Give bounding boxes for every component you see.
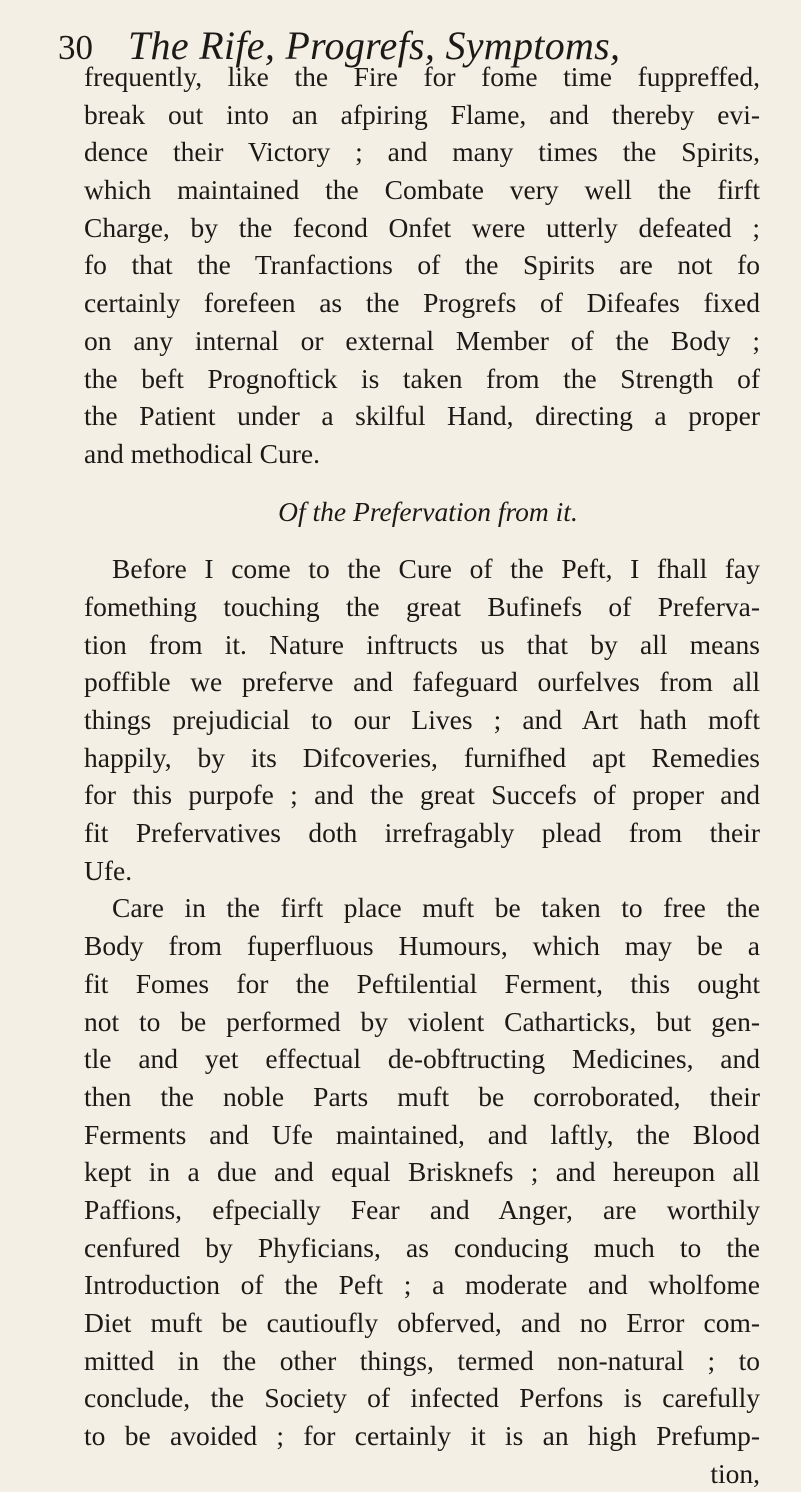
text-line: then the noble Parts muft be corroborated, their — [84, 1080, 760, 1112]
text-line: Introduction of the Peft ; a moderate and wholfome — [84, 1269, 760, 1301]
spacer — [84, 473, 760, 493]
running-head: The Rife, Progrefs, Symptoms, — [128, 23, 621, 68]
text-line: which maintained the Combate very well the firft — [84, 174, 760, 206]
text-line: Ufe. — [84, 854, 133, 886]
text-line: tle and yet effectual de-obftructing Medicines, and — [84, 1043, 760, 1075]
text-line: Charge, by the fecond Onfet were utterly defeated ; — [84, 211, 760, 243]
text-line: fomething touching the great Bufinefs of Preferva- — [84, 590, 760, 622]
text-line: kept in a due and equal Brisknefs ; and hereupon all — [84, 1156, 760, 1188]
text-line: Care in the firft place muft be taken to free the — [112, 892, 760, 924]
text-line: poffible we preferve and fafeguard ourfelves from all — [84, 666, 760, 698]
text-line: fo that the Tranfactions of the Spirits are not fo — [84, 249, 760, 281]
paragraph-1 — [84, 58, 760, 473]
text-line: certainly forefeen as the Progrefs of Difeafes fixed — [84, 287, 760, 319]
text-line: for this purpofe ; and the great Succefs of proper and — [84, 779, 760, 811]
text-line: cenfured by Phyficians, as conducing much to the — [84, 1231, 760, 1263]
text-line: Paffions, efpecially Fear and Anger, are worthily — [84, 1193, 760, 1225]
text-line: not to be performed by violent Catharticks, but gen- — [84, 1005, 760, 1037]
text-line: tion from it. Nature inftructs us that by all means — [84, 628, 760, 660]
spacer — [84, 530, 760, 550]
text-line: Diet muft be cautioufly obferved, and no Error com- — [84, 1307, 760, 1338]
paragraph-3 — [84, 889, 760, 1492]
text-line: conclude, the Society of infected Perfons is carefully — [84, 1382, 760, 1414]
text-line: fit Prefervatives doth irrefragably plead from their — [84, 817, 760, 849]
catchword: tion, — [710, 1457, 760, 1489]
text-line: Before I come to the Cure of the Peft, I fhall fay — [112, 553, 760, 585]
text-line: break out into an afpiring Flame, and thereby evi- — [84, 98, 760, 130]
text-line: dence their Victory ; and many times the Spirits, — [84, 136, 760, 168]
text-line: things prejudicial to our Lives ; and Art hath moft — [84, 704, 760, 735]
text-line: to be avoided ; for certainly it is an high Prefump- — [84, 1420, 760, 1452]
text-line: and methodical Cure. — [84, 437, 320, 469]
page-number: 30 — [58, 28, 93, 67]
paragraph-2 — [84, 550, 760, 889]
body-text — [84, 58, 760, 1492]
text-line: fit Fomes for the Peftilential Ferment, this ought — [84, 967, 760, 999]
text-line: on any internal or external Member of the Body ; — [84, 324, 760, 356]
text-line: the Patient under a skilful Hand, directing a proper — [84, 400, 760, 432]
text-line: Body from fuperfluous Humours, which may be a — [84, 930, 760, 962]
text-line: frequently, like the Fire for fome time fuppreffed, — [84, 61, 760, 92]
text-line: happily, by its Difcoveries, furnifhed apt Remedies — [84, 741, 760, 773]
section-heading: Of the Prefervation from it. — [278, 495, 578, 527]
text-line: the beft Prognoftick is taken from the Strength of — [84, 362, 760, 394]
text-line: mitted in the other things, termed non-natural ; to — [84, 1344, 760, 1376]
text-line: Ferments and Ufe maintained, and laftly, the Blood — [84, 1118, 760, 1150]
